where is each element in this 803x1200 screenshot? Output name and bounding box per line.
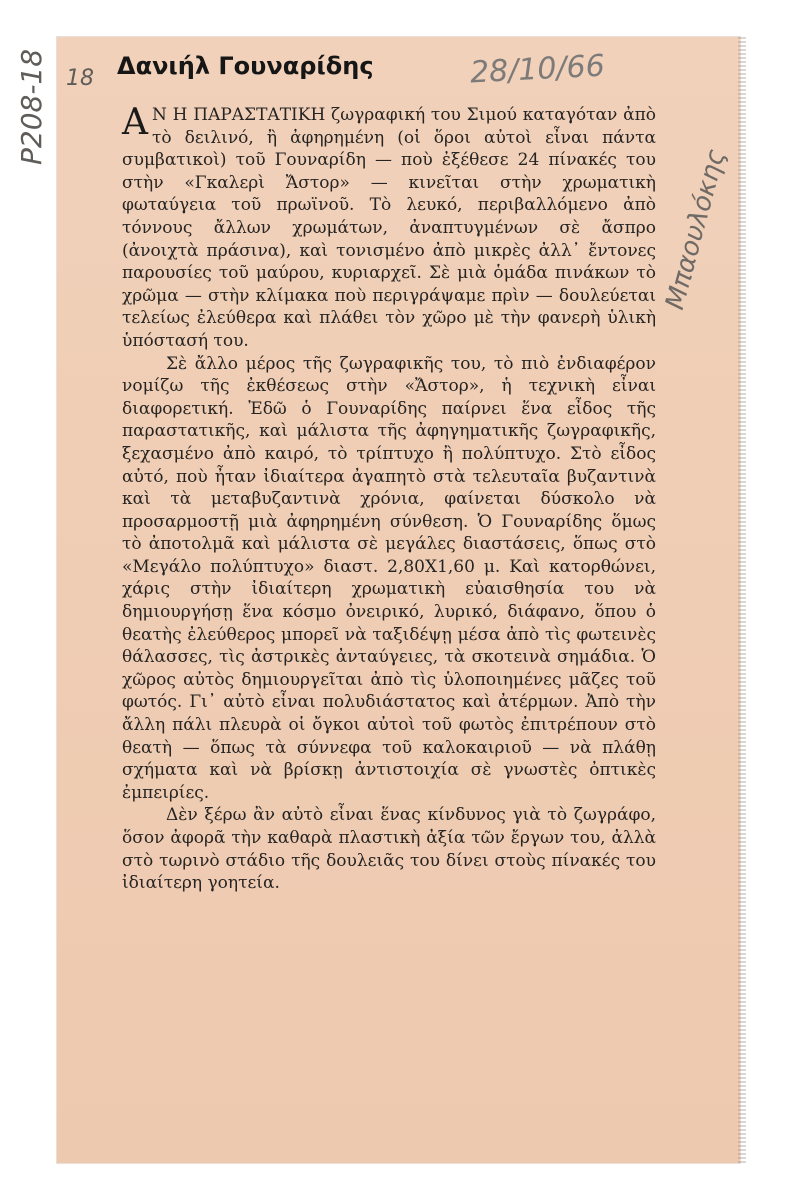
article-body [122,104,656,895]
paragraph-1-text: Ν Η ΠΑΡΑΣΤΑΤΙΚΗ ζωγραφική του Σιμού καταγόταν ἀπὸ τὸ δειλινό, ἢ ἀφηρημένη (οἱ ὅροι αὐτοὶ εἶναι πάντα συμβατικοὶ) τοῦ Γουναρίδη — ποὺ ἐξέθεσε 24 πίνακές του στὴν «Γκαλερὶ Ἄστορ» — κινεῖται στὴν χρωματικὴ φωταύγεια τοῦ πρωϊνοῦ. Τὸ λευκό, περιβαλλόμενο ἀπὸ τόννους ἄλλων χρωμάτων, ἀναπτυγμένων σὲ ἄσπρο (ἀνοιχτὰ πράσινα), καὶ τονισμένο ἀπὸ μικρὲς ἀλλ᾽ ἔντονες παρουσίες τοῦ μαύρου, κυριαρχεῖ. Σὲ μιὰ ὁμάδα πινάκων τὸ χρῶμα — στὴν κλίμακα ποὺ περιγράψαμε πρὶν — δουλεύεται τελείως ἐλεύθερα καὶ πλάθει τὸν χῶρο μὲ τὴν φανερὴ ὑλικὴ ὑπόστασή του. [122,105,656,351]
handwritten-margin-note: Μπαουλόκης [660,146,732,313]
perforated-edge [738,37,746,1163]
handwritten-margin-code: P208-18 [15,48,48,165]
article-paragraph-3: Δὲν ξέρω ἂν αὐτὸ εἶναι ἕνας κίνδυνος γιὰ τὸ ζωγράφο, ὅσον ἀφορᾶ τὴν καθαρὰ πλαστικὴ ἀξία τῶν ἔργων του, ἀλλὰ στὸ τωρινὸ στάδιο τῆς δουλειᾶς του δίνει στοὺς πίνακές του ἰδιαίτερη γοητεία. [122,805,656,894]
article-paragraph-2: Σὲ ἄλλο μέρος τῆς ζωγραφικῆς του, τὸ πιὸ ἐνδιαφέρον νομίζω τῆς ἐκθέσεως στὴν «Ἄστορ», ἡ τεχνικὴ εἶναι διαφορετική. Ἐδῶ ὁ Γουναρίδης παίρνει ἕνα εἶδος τῆς παραστατικῆς, καὶ μάλιστα τῆς ἀφηγηματικῆς ζωγραφικῆς, ξεχασμένο ἀπὸ καιρό, τὸ τρίπτυχο ἢ πολύπτυχο. Στὸ εἶδος αὐτό, ποὺ ἦταν ἰδιαίτερα ἀγαπητὸ στὰ τελευταῖα βυζαντινὰ καὶ τὰ μεταβυζαντινὰ χρόνια, φαίνεται δύσκολο νὰ προσαρμοστῇ μιὰ ἀφηρημένη σύνθεση. Ὁ Γουναρίδης ὅμως τὸ ἀποτολμᾶ καὶ μάλιστα σὲ μεγάλες διαστάσεις, ὅπως στὸ «Μεγάλο πολύπτυχο» διαστ. 2,80Χ1,60 μ. Καὶ κατορθώνει, χάρις στὴν ἰδιαίτερη χρωματικὴ εὐαισθησία του νὰ δημιουργήσῃ ἕνα κόσμο ὀνειρικό, λυρικό, διάφανο, ὅπου ὁ θεατὴς ἐλεύθερος μπορεῖ νὰ ταξιδέψῃ μέσα ἀπὸ τὶς φωτεινὲς θάλασσες, τὶς ἀστρικὲς ἀνταύγειες, τὰ σκοτεινὰ σημάδια. Ὁ χῶρος αὐτὸς δημιουργεῖται ἀπὸ τὶς ὑλοποιημένες μᾶζες τοῦ φωτός. Γι᾽ αὐτὸ εἶναι πολυδιάστατος καὶ ἀτέρμων. Ἀπὸ τὴν ἄλλη πάλι πλευρὰ οἱ ὄγκοι αὐτοὶ τοῦ φωτὸς ἐπιτρέπουν στὸ θεατὴ — ὅπως τὰ σύννεφα τοῦ καλοκαιριοῦ — νὰ πλάθῃ σχήματα καὶ νὰ βρίσκῃ ἀντιστοιχία σὲ γνωστὲς ὀπτικὲς ἐμπειρίες. [122,353,656,803]
article-paragraph-1 [122,104,656,353]
drop-cap: Α [122,102,148,143]
handwritten-date: 28/10/66 [469,48,606,91]
article-headline: Δανιήλ Γουναρίδης [117,52,374,80]
handwritten-page-number: 18 [66,66,94,91]
